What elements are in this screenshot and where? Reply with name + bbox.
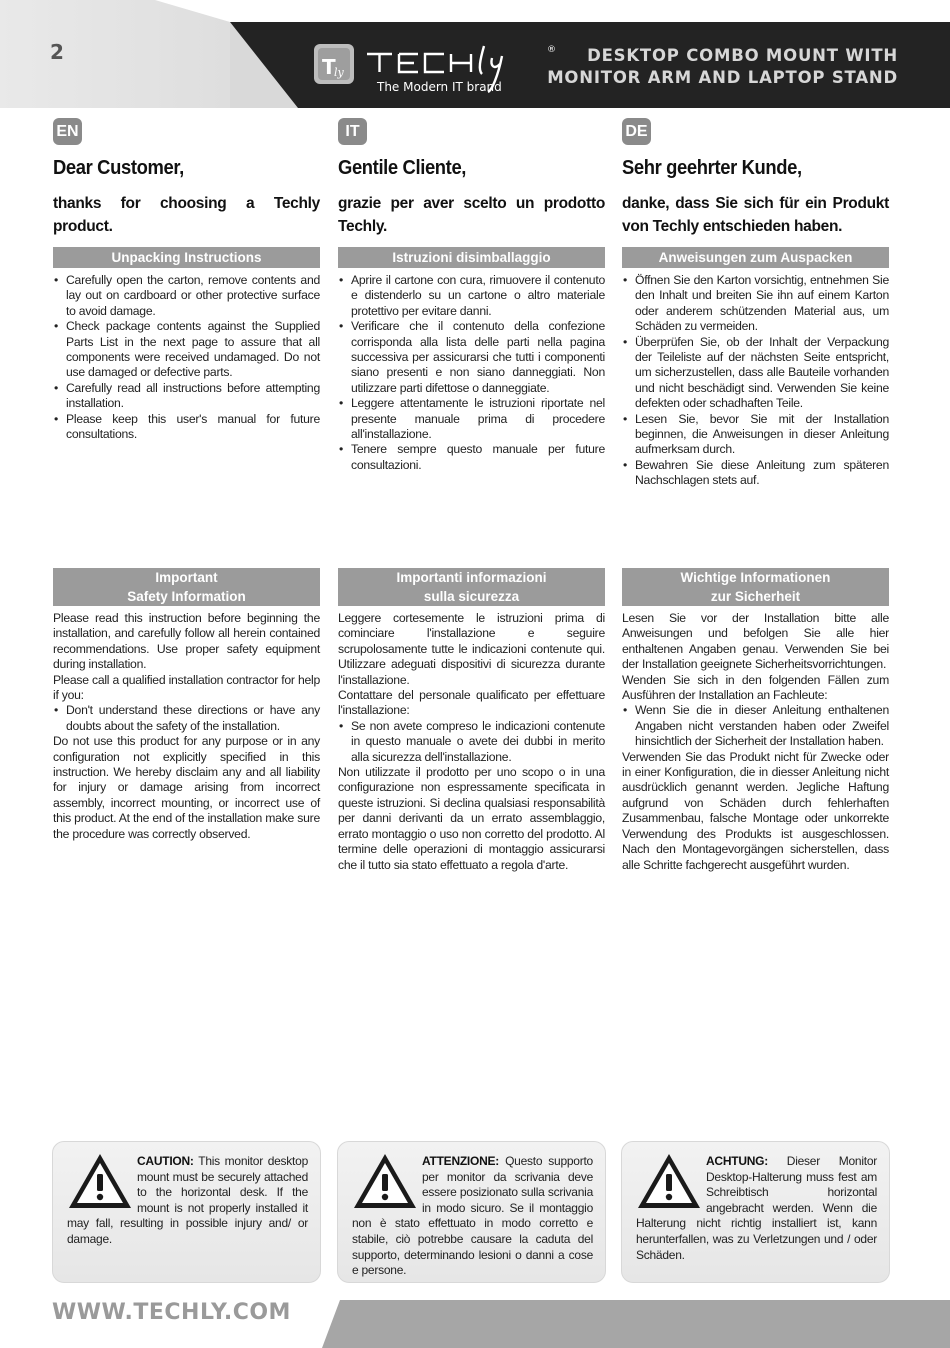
safety-header-line1: Important <box>155 570 218 585</box>
greeting-de: Sehr geehrter Kunde, <box>622 157 802 179</box>
list-item: • Verificare che il contenuto della confezione corrisponda alla lista delle parti nella pagina successiva per assicurarsi che tutti i componenti siano presenti e non siano danneggiati. Non utilizzare parti difettose o danneggiate. <box>338 319 605 396</box>
list-item: • Lesen Sie, bevor Sie mit der Installation beginnen, die Anweisungen in dieser Anleitung aufmerksam durch. <box>622 412 889 458</box>
thanks-en: thanks for choosing a Techly product. <box>53 195 320 235</box>
safety-paragraph: Please read this instruction before beginning the installation, and carefully follow all herein contained recommendations. Use proper safety equipment during installation. <box>53 611 320 672</box>
safety-paragraph: Please call a qualified installation contractor for help if you: <box>53 672 320 703</box>
caution-label-de: ACHTUNG: <box>706 1154 768 1168</box>
unpacking-header-en: Unpacking Instructions <box>53 247 320 268</box>
list-item: • Leggere attentamente le istruzioni riportate nel presente manuale prima di procedere all'installazione. <box>338 396 605 442</box>
list-item: • Wenn Sie die in dieser Anleitung enthaltenen Angaben nicht verstanden haben oder Zweifel hinsichtlich der Sicherheit der Installation haben. <box>622 703 889 749</box>
safety-body-en <box>53 611 320 842</box>
list-item: • Überprüfen Sie, ob der Inhalt der Verpackung der Teileliste auf der nächsten Seite entspricht, um sicherzustellen, dass alle Bauteile vorhanden und nicht beschädigt sind. Verwenden Sie keine defekten oder schadhaften Teile. <box>622 335 889 412</box>
unpacking-body-de <box>622 273 889 489</box>
safety-paragraph: Lesen Sie vor der Installation bitte alle Anweisungen und befolgen Sie alle hier enthaltenen Angaben genau. Verwenden Sie bei der Installation geeignete Sicherheitsvorrichtungen. <box>622 611 889 672</box>
safety-header-en <box>53 568 320 606</box>
list-item: • Se non avete compreso le indicazioni contenute in questo manuale o avete dei dubbi in merito alla sicurezza dell'installazione. <box>338 719 605 765</box>
safety-paragraph: Verwenden Sie das Produkt nicht für Zwecke oder in einer Konfiguration, die in diesser Anleitung nicht ausdrücklich genannt werden. Jegliche Haftung aufgrund von Schäden durch fehlerhaften Zusammenbau, falsche Montage oder unkorrekte Verwendung des Produkts ist ausgeschlossen. Nach den Montagevorgängen sicherstellen, dass alle Schritte fachgerecht ausgeführt wurden. <box>622 749 889 872</box>
list-item: • Aprire il cartone con cura, rimuovere il contenuto e distenderlo su un cartone o altro materiale protettivo per evitare danni. <box>338 273 605 319</box>
unpacking-header-de: Anweisungen zum Auspacken <box>622 247 889 268</box>
caution-box-de <box>621 1141 890 1283</box>
caution-label-it: ATTENZIONE: <box>422 1154 500 1168</box>
svg-text:ly: ly <box>334 66 344 79</box>
column-german <box>622 118 889 872</box>
list-item: • Carefully open the carton, remove contents and lay out on cardboard or other protective surface to avoid damage. <box>53 273 320 319</box>
list-item: • Please keep this user's manual for future consultations. <box>53 412 320 443</box>
page-number: 2 <box>50 40 64 64</box>
caution-text-de <box>636 1154 877 1263</box>
column-english <box>53 118 320 841</box>
thanks-it: grazie per aver scelto un prodotto Techly. <box>338 195 605 235</box>
document-title <box>547 45 898 89</box>
list-item: • Bewahren Sie diese Anleitung zum späteren Nachschlagen stets auf. <box>622 458 889 489</box>
list-item: • Check package contents against the Supplied Parts List in the next page to assure that all components were received undamaged. Do not use damaged or defective parts. <box>53 319 320 381</box>
unpacking-body-en <box>53 273 320 442</box>
safety-header-de <box>622 568 889 606</box>
caution-box-en <box>52 1141 321 1283</box>
language-badge-de: DE <box>622 118 651 145</box>
safety-body-de <box>622 611 889 873</box>
document-title-line1: DESKTOP COMBO MOUNT WITH <box>587 46 898 65</box>
caution-label-en: CAUTION: <box>137 1154 194 1168</box>
document-title-line2: MONITOR ARM AND LAPTOP STAND <box>547 68 898 87</box>
svg-text:T: T <box>322 55 336 79</box>
safety-body-it <box>338 611 605 873</box>
list-item: • Don't understand these directions or have any doubts about the safety of the installation. <box>53 703 320 734</box>
column-italian <box>338 118 605 872</box>
safety-paragraph: Wenden Sie sich in den folgenden Fällen zum Ausführen der Installation an Fachleute: <box>622 672 889 703</box>
greeting-en: Dear Customer, <box>53 157 184 179</box>
safety-header-line1: Wichtige Informationen <box>680 570 831 585</box>
safety-header-line2: sulla sicurezza <box>423 589 520 604</box>
list-item: • Tenere sempre questo manuale per future consultazioni. <box>338 442 605 473</box>
safety-paragraph: Leggere cortesemente le istruzioni prima di cominciare l'installazione e seguire scrupolosamente tutte le indicazioni contenute qui. Utilizzare adeguati dispositivi di sicurezza durante l'installazione. <box>338 611 605 687</box>
safety-paragraph: Non utilizzate il prodotto per uno scopo o in una configurazione non espressamente specificata in queste istruzioni. Si declina qualsiasi responsabilità per danni derivanti da un errato assemblaggio, errato montaggio o uso non corretto del prodotto. Al termine delle operazioni di montaggio assicurarsi che il tutto sia stato effettuato a regola d'arte. <box>338 765 605 872</box>
thanks-de: danke, dass Sie sich für ein Produkt von Techly entschieden haben. <box>622 195 889 235</box>
safety-header-line1: Importanti informazioni <box>396 570 547 585</box>
safety-header-line2: Safety Information <box>127 589 246 604</box>
svg-text:®: ® <box>547 45 556 55</box>
caution-message-it: Questo supporto per monitor da scrivania deve essere posizionato sulla scrivania in modo sicuro. Se il montaggio non è stato effettuato in modo corretto e stabile, ciò potrebbe causare la caduta del supporto, determinando lesioni o danni a cose e persone. <box>352 1154 593 1278</box>
list-item: • Carefully read all instructions before attempting installation. <box>53 381 320 412</box>
brand-tagline: The Modern IT brand <box>377 80 502 94</box>
caution-box-it <box>337 1141 606 1283</box>
safety-paragraph: Do not use this product for any purpose or in any configuration not explicitly specified in this instruction. We hereby disclaim any and all liability for injury or damage arising from incorrect assembly, incorrect mounting, or incorrect use of this product. At the end of the installation make sure the procedure was correctly observed. <box>53 734 320 841</box>
brand-logo <box>312 40 562 100</box>
caution-text-en <box>67 1154 308 1248</box>
safety-paragraph: Contattare del personale qualificato per effettuare l'installazione: <box>338 688 605 718</box>
unpacking-header-it: Istruzioni disimballaggio <box>338 247 605 268</box>
website-url[interactable]: WWW.TECHLY.COM <box>52 1300 291 1325</box>
safety-header-it <box>338 568 605 606</box>
caution-text-it <box>352 1154 593 1279</box>
greeting-it: Gentile Cliente, <box>338 157 467 179</box>
language-badge-it: IT <box>338 118 367 145</box>
safety-header-line2: zur Sicherheit <box>710 589 801 604</box>
caution-message-en: This monitor desktop mount must be securely attached to the horizontal desk. If the mount is not properly installed it may fall, resulting in possible injury and/ or damage. <box>67 1154 308 1246</box>
caution-message-de: Dieser Monitor Desktop-Halterung muss fest am Schreibtisch horizontal angebracht werden. Wenn die Halterung nicht richtig installiert ist, kann herunterfallen, was zu Verletzungen und / oder Schäden. <box>636 1154 877 1262</box>
language-badge-en: EN <box>53 118 82 145</box>
unpacking-body-it <box>338 273 605 473</box>
list-item: • Öffnen Sie den Karton vorsichtig, entnehmen Sie den Inhalt und breiten Sie ihn auf einem Karton oder anderem schützenden Material aus, um Schäden zu vermeiden. <box>622 273 889 335</box>
